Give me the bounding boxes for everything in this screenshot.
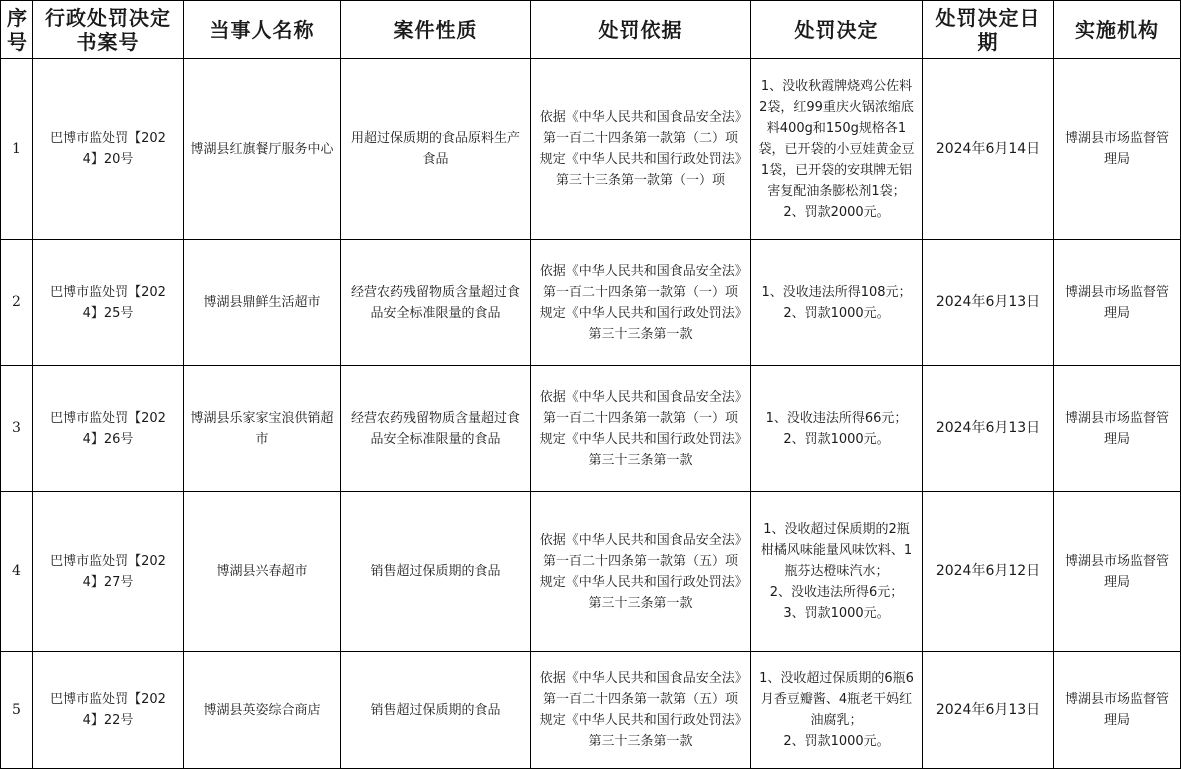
header-case-no: 行政处罚决定书案号 [33,1,184,59]
cell-case-no: 巴博市监处罚【2024】26号 [33,366,184,492]
cell-date: 2024年6月13日 [923,240,1054,366]
cell-party: 博湖县乐家家宝浪供销超市 [184,366,341,492]
cell-agency: 博湖县市场监督管理局 [1054,652,1181,769]
cell-agency: 博湖县市场监督管理局 [1054,492,1181,652]
cell-seq: 5 [1,652,33,769]
cell-decision: 1、没收违法所得66元； 2、罚款1000元。 [751,366,923,492]
table-row [1,492,1181,652]
cell-nature: 销售超过保质期的食品 [341,652,531,769]
header-date: 处罚决定日期 [923,1,1054,59]
cell-case-no: 巴博市监处罚【2024】27号 [33,492,184,652]
cell-party: 博湖县鼎鲜生活超市 [184,240,341,366]
cell-date: 2024年6月13日 [923,652,1054,769]
cell-date: 2024年6月12日 [923,492,1054,652]
cell-basis: 依据《中华人民共和国食品安全法》第一百二十四条第一款第（一）项规定《中华人民共和国行政处罚法》第三十三条第一款 [531,240,751,366]
cell-party: 博湖县红旗餐厅服务中心 [184,59,341,240]
table-row [1,366,1181,492]
header-basis: 处罚依据 [531,1,751,59]
cell-agency: 博湖县市场监督管理局 [1054,59,1181,240]
header-seq: 序号 [1,1,33,59]
cell-case-no: 巴博市监处罚【2024】22号 [33,652,184,769]
cell-agency: 博湖县市场监督管理局 [1054,366,1181,492]
table-row [1,652,1181,769]
cell-nature: 用超过保质期的食品原料生产食品 [341,59,531,240]
table-row [1,240,1181,366]
cell-decision: 1、没收超过保质期的2瓶柑橘风味能量风味饮料、1瓶芬达橙味汽水； 2、没收违法所得6元； 3、罚款1000元。 [751,492,923,652]
header-nature: 案件性质 [341,1,531,59]
cell-case-no: 巴博市监处罚【2024】25号 [33,240,184,366]
cell-basis: 依据《中华人民共和国食品安全法》第一百二十四条第一款第（五）项规定《中华人民共和国行政处罚法》第三十三条第一款 [531,492,751,652]
cell-basis: 依据《中华人民共和国食品安全法》第一百二十四条第一款第（二）项规定《中华人民共和国行政处罚法》第三十三条第一款第（一）项 [531,59,751,240]
cell-nature: 经营农药残留物质含量超过食品安全标准限量的食品 [341,366,531,492]
cell-basis: 依据《中华人民共和国食品安全法》第一百二十四条第一款第（五）项规定《中华人民共和国行政处罚法》第三十三条第一款 [531,652,751,769]
header-decision: 处罚决定 [751,1,923,59]
header-agency: 实施机构 [1054,1,1181,59]
cell-seq: 3 [1,366,33,492]
cell-agency: 博湖县市场监督管理局 [1054,240,1181,366]
table-row [1,59,1181,240]
cell-decision: 1、没收超过保质期的6瓶6月香豆瓣酱、4瓶老干妈红油腐乳； 2、罚款1000元。 [751,652,923,769]
cell-basis: 依据《中华人民共和国食品安全法》第一百二十四条第一款第（一）项规定《中华人民共和国行政处罚法》第三十三条第一款 [531,366,751,492]
cell-seq: 4 [1,492,33,652]
cell-date: 2024年6月14日 [923,59,1054,240]
header-party: 当事人名称 [184,1,341,59]
cell-date: 2024年6月13日 [923,366,1054,492]
cell-seq: 1 [1,59,33,240]
cell-decision: 1、没收违法所得108元； 2、罚款1000元。 [751,240,923,366]
cell-case-no: 巴博市监处罚【2024】20号 [33,59,184,240]
cell-party: 博湖县英姿综合商店 [184,652,341,769]
cell-party: 博湖县兴春超市 [184,492,341,652]
header-row [1,1,1181,59]
cell-nature: 经营农药残留物质含量超过食品安全标准限量的食品 [341,240,531,366]
cell-nature: 销售超过保质期的食品 [341,492,531,652]
cell-seq: 2 [1,240,33,366]
cell-decision: 1、没收秋霞牌烧鸡公佐料2袋，红99重庆火锅浓缩底料400g和150g规格各1袋，已开袋的小豆娃黄金豆1袋，已开袋的安琪牌无铝害复配油条膨松剂1袋； 2、罚款2000元。 [751,59,923,240]
